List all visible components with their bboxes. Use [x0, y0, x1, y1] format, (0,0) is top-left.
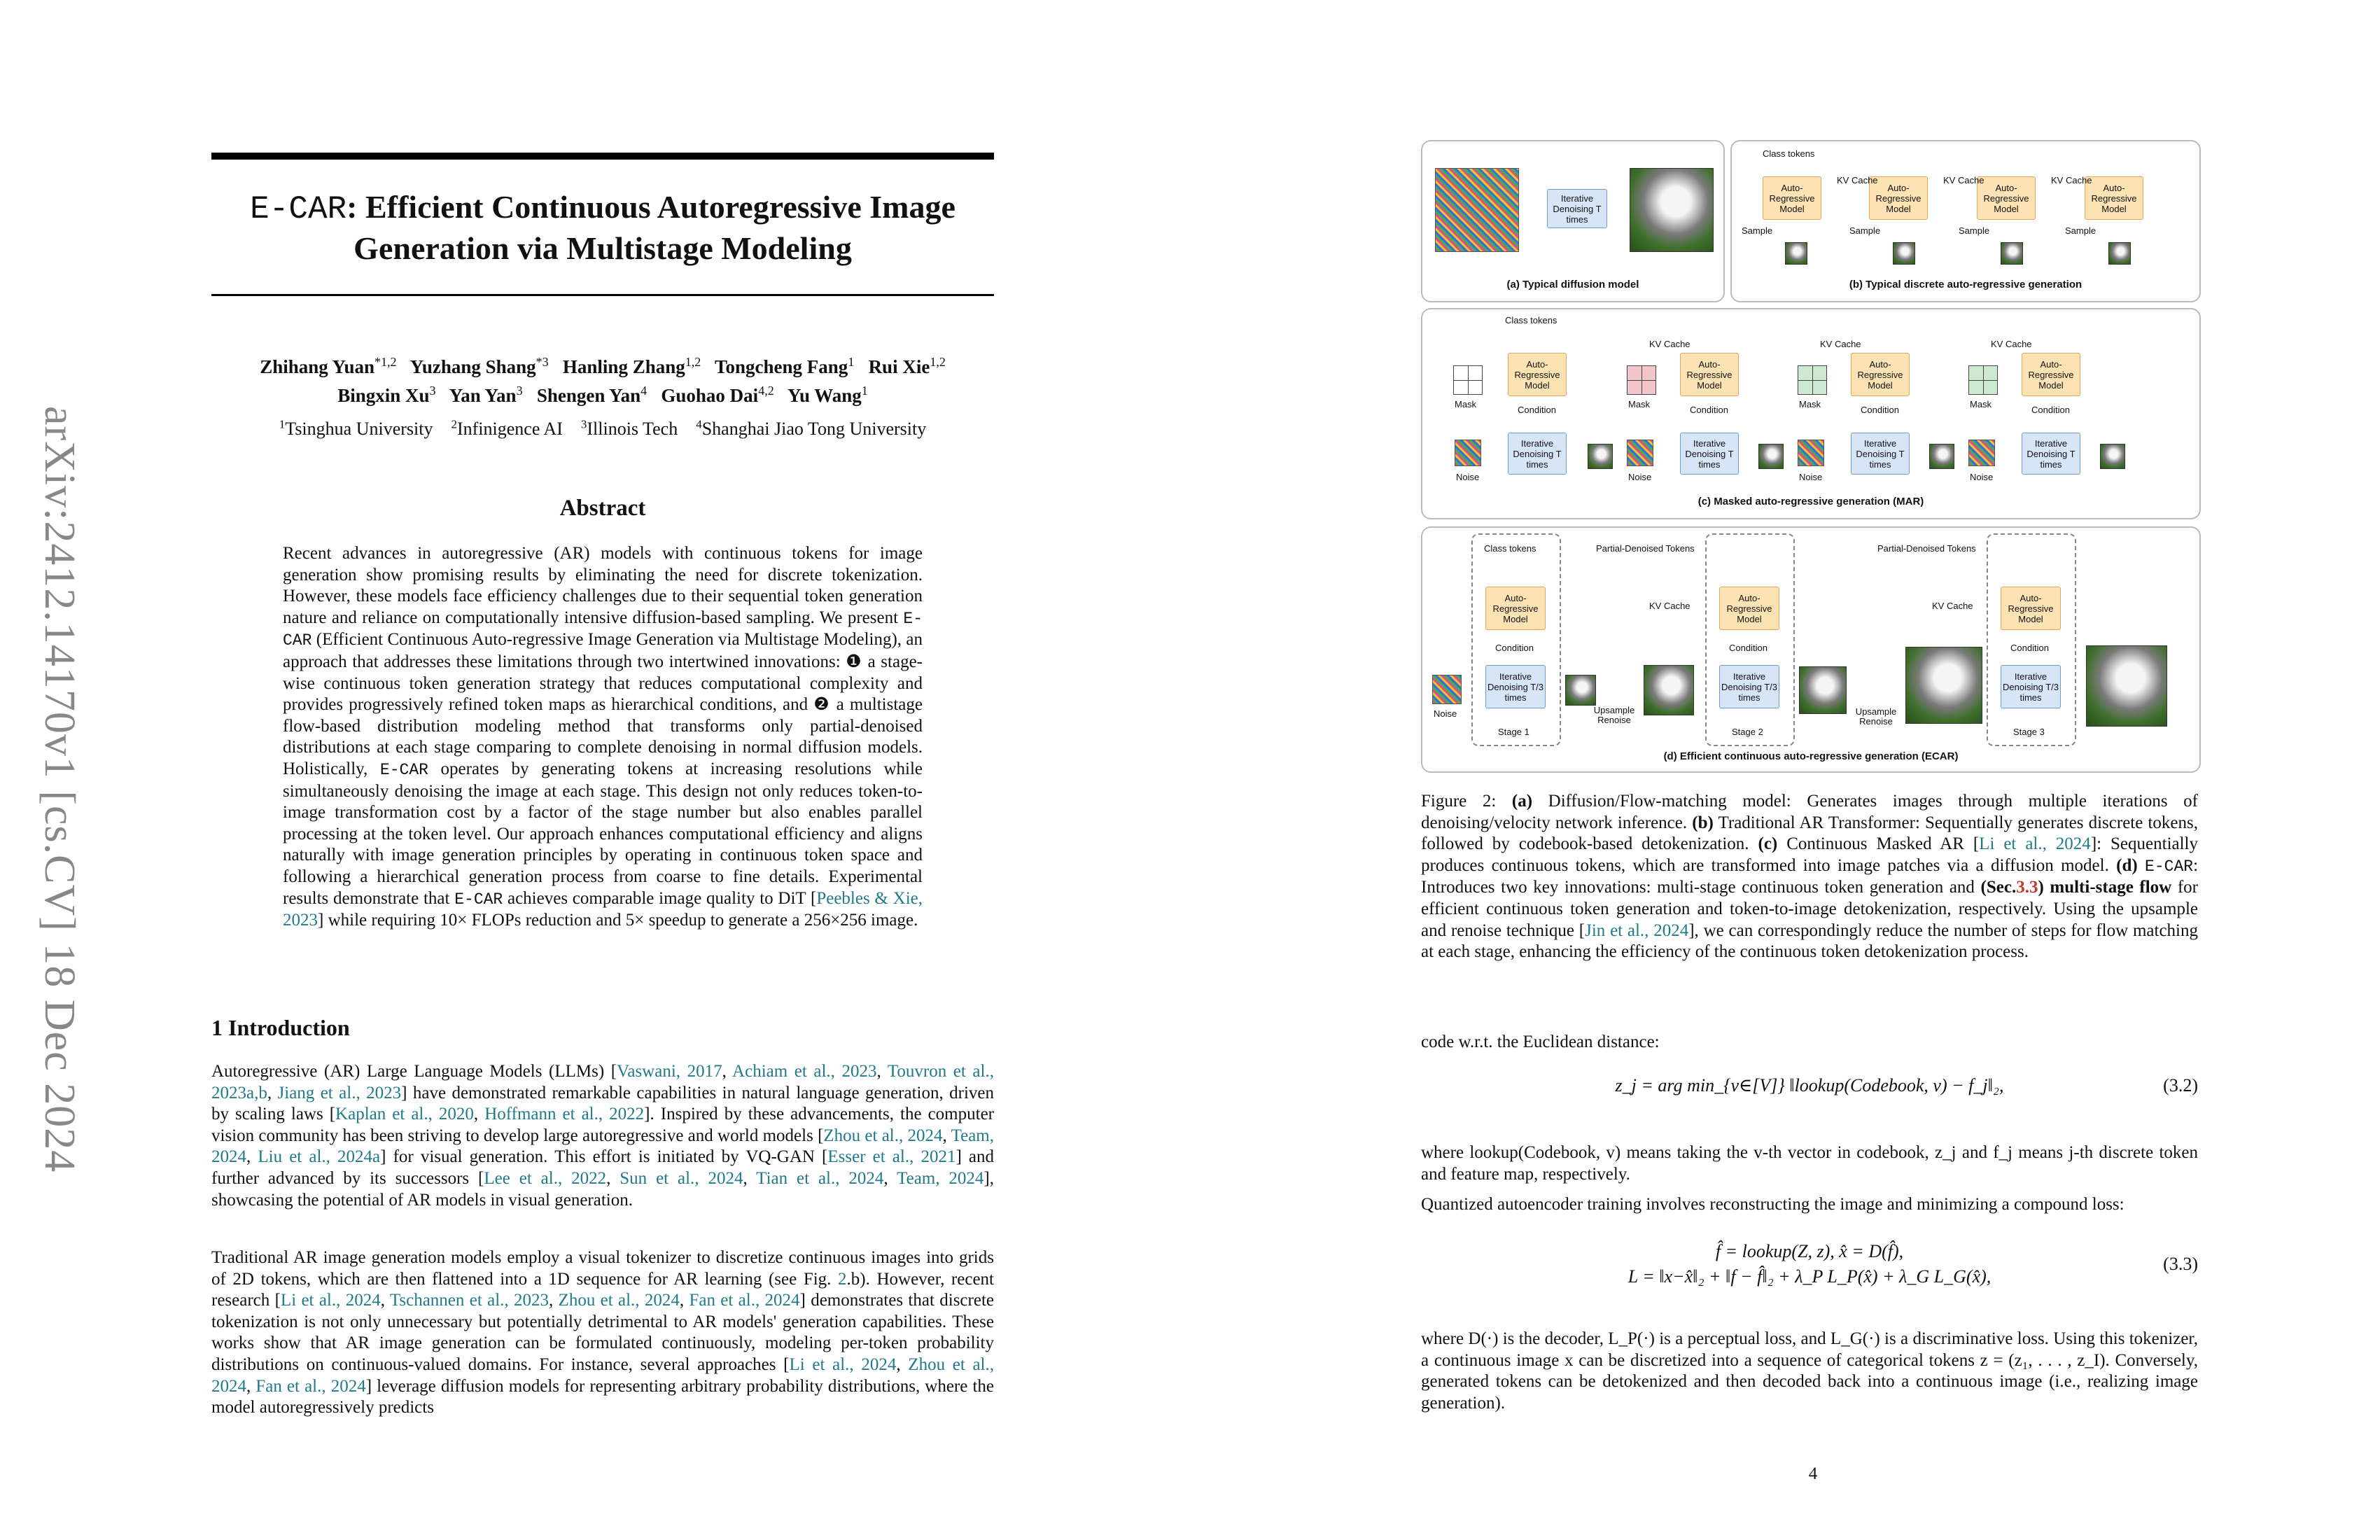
panel-a: [1421, 140, 1725, 302]
sample-label: Sample: [1959, 225, 1990, 236]
author-line-2: [211, 379, 994, 407]
mask-grid: [1968, 365, 1998, 395]
author-list: [211, 350, 994, 407]
sample-token: [1785, 242, 1807, 265]
class-tokens-label: Class tokens: [1763, 148, 1815, 159]
citation-link[interactable]: Achiam et al., 2023: [732, 1062, 877, 1081]
sample-token: [2001, 242, 2023, 265]
citation-link[interactable]: Tschannen et al., 2023: [389, 1291, 549, 1310]
equation-3-3: [1421, 1239, 2198, 1289]
kv-cache-label: KV Cache: [1820, 339, 1861, 349]
kv-cache-label: KV Cache: [1943, 175, 1984, 186]
citation-link[interactable]: Li et al., 2024: [1979, 834, 2091, 854]
equation-text: z_j = arg min_{v∈[V]} ‖lookup(Codebook, v) − f_j‖₂,: [1615, 1075, 2004, 1096]
citation-link[interactable]: Hoffmann et al., 2022: [484, 1105, 645, 1124]
affiliation: $^3$Illinois Tech: [580, 417, 678, 439]
noise-image: [1968, 440, 1995, 466]
citation-link[interactable]: Fan et al., 2024: [689, 1291, 800, 1310]
noise-label: Noise: [1456, 472, 1480, 482]
kv-cache-label: KV Cache: [1932, 601, 1973, 611]
equation-text: L = ‖x−x̂‖₂ + ‖f − f̂‖₂ + λ_P L_P(x̂) + λ_G L_G(x̂),: [1628, 1266, 1991, 1287]
ar-model-box: Auto-Regressive Model: [1719, 587, 1779, 630]
denoise-box: Iterative Denoising T times: [1680, 433, 1739, 475]
stage-3-label: Stage 3: [2013, 727, 2045, 737]
mask-grid: [1453, 365, 1483, 395]
mask-label: Mask: [1799, 399, 1821, 410]
body-text: where D(·) is the decoder, L_P(·) is a perceptual loss, and L_G(·) is a discriminative loss. Using this tokenizer, a continuous image x can be discretized into a sequence of categorical tokens z = (z₁, . . . , z_I). Conversely, generated tokens can be detokenized and then decoded back into a continuous image (i.e., realizing image generation).: [1421, 1329, 2198, 1413]
body-text: Quantized autoencoder training involves reconstructing the image and minimizing a compound loss:: [1421, 1195, 2124, 1214]
author: Shengen Yan$^4$: [536, 384, 648, 406]
denoise-box: Iterative Denoising T/3 times: [2001, 665, 2061, 708]
citation-link[interactable]: Jiang et al., 2023: [277, 1083, 402, 1102]
intro-paragraph-2: Traditional AR image generation models employ a visual tokenizer to discretize continuous images into grids of 2D tokens, which are then flattened into a 1D sequence for AR learning (see Fig. 2.b). However, recent research [Li et al., 2024, Tschannen et al., 2023, Zhou et al., 2024, Fan et al., 2024] demonstrates that discrete tokenization is not only unnecessary but potentially detrimental to AR models' generation capabilities. These works show that AR image generation can be formulated continuously, modeling per-token probability distributions on continuous-valued domains. For instance, several approaches [Li et al., 2024, Zhou et al., 2024, Fan et al., 2024] leverage diffusion models for representing arbitrary probability distributions, where the model autoregressively predicts: [211, 1248, 995, 1418]
ar-model-box: Auto-Regressive Model: [2085, 176, 2143, 220]
panel-d-caption: (d) Efficient continuous auto-regressive generation (ECAR): [1663, 750, 1959, 762]
sample-token: [1893, 242, 1915, 265]
citation-link[interactable]: Lee et al., 2022: [484, 1168, 607, 1188]
upsampled-image: [1644, 665, 1694, 715]
figure-2: [1421, 140, 2198, 777]
stage-2-label: Stage 2: [1732, 727, 1763, 737]
title-line1: : Efficient Continuous Autoregressive Image: [346, 189, 955, 225]
kv-cache-label: KV Cache: [1649, 601, 1690, 611]
output-patch: [1758, 444, 1784, 469]
noise-image: [1627, 440, 1653, 466]
figure-ref-link[interactable]: 2: [838, 1269, 847, 1289]
citation-link[interactable]: Tian et al., 2024: [756, 1168, 884, 1188]
citation-link[interactable]: Touvron et al., 2023a,b: [211, 1062, 994, 1102]
upsample-label: Upsample Renoise: [1593, 705, 1635, 725]
condition-label: Condition: [1690, 405, 1728, 415]
mask-label: Mask: [1628, 399, 1651, 410]
section-heading-introduction: 1 Introduction: [211, 1015, 350, 1040]
class-tokens-label: Class tokens: [1484, 543, 1536, 554]
body-text: where lookup(Codebook, v) means taking the v-th vector in codebook, z_j and f_j means j-th discrete token and feature map, respectively.: [1421, 1143, 2198, 1184]
condition-label: Condition: [1729, 643, 1768, 653]
output-patch: [2100, 444, 2125, 469]
citation-link[interactable]: Li et al., 2024: [789, 1354, 897, 1374]
stage-1-label: Stage 1: [1498, 727, 1530, 737]
ar-model-box: Auto-Regressive Model: [1763, 176, 1821, 220]
citation-link[interactable]: Kaplan et al., 2020: [335, 1105, 474, 1124]
final-image: [2086, 645, 2167, 727]
mask-label: Mask: [1970, 399, 1992, 410]
panel-b-caption: (b) Typical discrete auto-regressive generation: [1849, 279, 2082, 290]
mask-grid: [1798, 365, 1827, 395]
panel-c: [1421, 308, 2201, 519]
citation-link[interactable]: Team, 2024: [897, 1168, 984, 1188]
ar-model-box: Auto-Regressive Model: [1851, 353, 1910, 396]
author: Yan Yan$^3$: [449, 384, 523, 406]
kv-cache-label: KV Cache: [2051, 175, 2092, 186]
sample-label: Sample: [2065, 225, 2096, 236]
denoise-box: Iterative Denoising T/3 times: [1485, 665, 1546, 708]
output-patch: [1929, 444, 1954, 469]
partial-tokens-label: Partial-Denoised Tokens: [1877, 543, 1976, 554]
arxiv-stamp-text: arXiv:2412.14170v1 [cs.CV] 18 Dec 2024: [36, 406, 83, 1173]
condition-label: Condition: [2031, 405, 2070, 415]
denoise-box: Iterative Denoising T times: [1851, 433, 1910, 475]
noise-label: Noise: [1970, 472, 1994, 482]
upsample-label: Upsample Renoise: [1855, 706, 1897, 727]
stage-box: [1987, 533, 2076, 746]
tiger-image: [1630, 168, 1714, 252]
citation-link[interactable]: Peebles & Xie, 2023: [283, 888, 923, 930]
author: Tongcheng Fang$^1$: [715, 355, 855, 377]
denoise-box: Iterative Denoising T/3 times: [1719, 665, 1779, 708]
author: Bingxin Xu$^3$: [337, 384, 436, 406]
denoise-box: Iterative Denoising T times: [1508, 433, 1567, 475]
sample-label: Sample: [1849, 225, 1881, 236]
stage-output: [1799, 666, 1847, 714]
title-top-rule: [211, 153, 994, 160]
sample-label: Sample: [1742, 225, 1773, 236]
affiliation: $^1$Tsinghua University: [279, 417, 433, 439]
noise-label: Noise: [1799, 472, 1823, 482]
noise-image: [1798, 440, 1824, 466]
mask-grid: [1627, 365, 1656, 395]
panel-b: [1730, 140, 2201, 302]
condition-label: Condition: [1495, 643, 1534, 653]
ar-model-box: Auto-Regressive Model: [1680, 353, 1739, 396]
kv-cache-label: KV Cache: [1649, 339, 1690, 349]
ar-model-box: Auto-Regressive Model: [2022, 353, 2080, 396]
noise-label: Noise: [1434, 708, 1457, 719]
output-patch: [1588, 444, 1613, 469]
condition-label: Condition: [1861, 405, 1899, 415]
equation-number: (3.3): [2163, 1254, 2198, 1274]
noise-label: Noise: [1628, 472, 1652, 482]
paper-title: [211, 188, 994, 268]
noise-image: [1455, 440, 1481, 466]
citation-link[interactable]: Team, 2024: [211, 1126, 994, 1167]
denoise-box: Iterative Denoising T times: [1547, 189, 1607, 228]
author: Zhihang Yuan$^{*1,2}$: [260, 355, 397, 377]
ar-model-box: Auto-Regressive Model: [1485, 587, 1546, 630]
author: Yu Wang$^1$: [787, 384, 868, 406]
ar-model-box: Auto-Regressive Model: [2001, 587, 2061, 630]
panel-a-caption: (a) Typical diffusion model: [1506, 279, 1639, 290]
upsampled-image: [1905, 647, 1982, 724]
citation-link[interactable]: Liu et al., 2024a: [258, 1147, 381, 1167]
author: Rui Xie$^{1,2}$: [868, 355, 946, 377]
citation-link[interactable]: Jin et al., 2024: [1585, 920, 1689, 940]
citation-link[interactable]: Zhou et al., 2024: [823, 1126, 943, 1145]
equation-3-2: [1421, 1075, 2198, 1096]
noise-image: [1435, 168, 1519, 252]
mask-label: Mask: [1455, 399, 1477, 410]
stage-box: [1705, 533, 1795, 746]
title-line2: Generation via Multistage Modeling: [354, 230, 852, 266]
author: Yuzhang Shang$^{*3}$: [410, 355, 549, 377]
denoise-box: Iterative Denoising T times: [2022, 433, 2080, 475]
arxiv-stamp: [28, 406, 91, 1173]
citation-link[interactable]: Li et al., 2024: [280, 1291, 381, 1310]
sample-token: [2108, 242, 2131, 265]
stage-box: [1471, 533, 1561, 746]
page-number: 4: [1808, 1464, 1818, 1483]
partial-tokens-label: Partial-Denoised Tokens: [1596, 543, 1695, 554]
condition-label: Condition: [1518, 405, 1556, 415]
ar-model-box: Auto-Regressive Model: [1977, 176, 2036, 220]
author: Guohao Dai$^{4,2}$: [661, 384, 774, 406]
author: Hanling Zhang$^{1,2}$: [562, 355, 701, 377]
title-prefix: E-CAR: [250, 191, 347, 227]
ar-model-box: Auto-Regressive Model: [1869, 176, 1928, 220]
kv-cache-label: KV Cache: [1837, 175, 1878, 186]
panel-c-caption: (c) Masked auto-regressive generation (MAR): [1698, 496, 1924, 507]
class-tokens-label: Class tokens: [1505, 315, 1558, 326]
affiliation: $^2$Infinigence AI: [451, 417, 563, 439]
kv-cache-label: KV Cache: [1991, 339, 2032, 349]
title-bottom-rule: [211, 294, 994, 296]
noise-image: [1432, 675, 1462, 704]
stage-output: [1565, 675, 1596, 706]
citation-link[interactable]: Zhou et al., 2024: [211, 1354, 995, 1396]
ar-model-box: Auto-Regressive Model: [1508, 353, 1567, 396]
panel-d: [1421, 526, 2201, 773]
citation-link[interactable]: Sun et al., 2024: [620, 1168, 743, 1188]
affiliation: $^4$Shanghai Jiao Tong University: [696, 417, 927, 439]
citation-link[interactable]: Fan et al., 2024: [255, 1376, 366, 1396]
abstract-body: Recent advances in autoregressive (AR) models with continuous tokens for image generation show promising results by eliminating the need for discrete tokenization. However, these models face efficiency challenges due to their sequential token generation nature and reliance on computationally intensive diffusion-based sampling. We present E-CAR (Efficient Continuous Auto-regressive Image Generation via Multistage Modeling), an approach that addresses these limitations through two intertwined innovations: ❶ a stage-wise continuous token generation strategy that reduces computational complexity and provides progressively refined token maps as hierarchical conditions, and ❷ a multistage flow-based distribution modeling method that transforms only partial-denoised distributions at each stage comparing to complete denoising in normal diffusion models. Holistically, E-CAR operates by generating tokens at increasing resolutions while simultaneously denoising the image at each stage. This design not only reduces token-to-image transformation cost by a factor of the stage number but also enables parallel processing at the token level. Our approach enhances computational efficiency and aligns naturally with image generation principles by operating in continuous token space and following a hierarchical generation process from coarse to fine details. Experimental results demonstrate that E-CAR achieves comparable image quality to DiT [Peebles & Xie, 2023] while requiring 10× FLOPs reduction and 5× speedup to generate a 256×256 image.: [283, 544, 923, 930]
body-text: code w.r.t. the Euclidean distance:: [1421, 1032, 1660, 1051]
affiliations: [211, 417, 994, 440]
figure-caption: Figure 2: (a) Diffusion/Flow-matching model: Generates images through multiple iterations of denoising/velocity network inference. (b) Traditional AR Transformer: Sequentially generates discrete tokens, followed by codebook-based detokenization. (c) Continuous Masked AR [Li et al., 2024]: Sequentially produces continuous tokens, which are transformed into image patches via a diffusion model. (d) E-CAR: Introduces two key innovations: multi-stage continuous token generation and (Sec.3.3) multi-stage flow for efficient continuous token generation and token-to-image detokenization, respectively. Using the upsample and renoise technique [Jin et al., 2024], we can correspondingly reduce the number of steps for flow matching at each stage, enhancing the efficiency of the continuous token detokenization process.: [1421, 792, 2199, 962]
abstract-heading: Abstract: [559, 496, 646, 521]
condition-label: Condition: [2010, 643, 2049, 653]
intro-paragraph-1: Autoregressive (AR) Large Language Models (LLMs) [Vaswani, 2017, Achiam et al., 2023, Touvron et al., 2023a,b, Jiang et al., 2023] have demonstrated remarkable capabilities in natural language generation, driven by scaling laws [Kaplan et al., 2020, Hoffmann et al., 2022]. Inspired by these advancements, the computer vision community has been striving to develop large autoregressive and world models [Zhou et al., 2024, Team, 2024, Liu et al., 2024a] for visual generation. This effort is initiated by VQ-GAN [Esser et al., 2021] and further advanced by its successors [Lee et al., 2022, Sun et al., 2024, Tian et al., 2024, Team, 2024], showcasing the potential of AR models in visual generation.: [211, 1062, 995, 1210]
author-line-1: [211, 350, 994, 379]
equation-text: f̂ = lookup(Z, z), x̂ = D(f̂),: [1715, 1241, 1904, 1261]
citation-link[interactable]: Zhou et al., 2024: [558, 1291, 680, 1310]
citation-link[interactable]: Vaswani, 2017: [617, 1062, 722, 1081]
equation-number: (3.2): [2163, 1075, 2198, 1096]
citation-link[interactable]: Esser et al., 2021: [827, 1147, 956, 1167]
